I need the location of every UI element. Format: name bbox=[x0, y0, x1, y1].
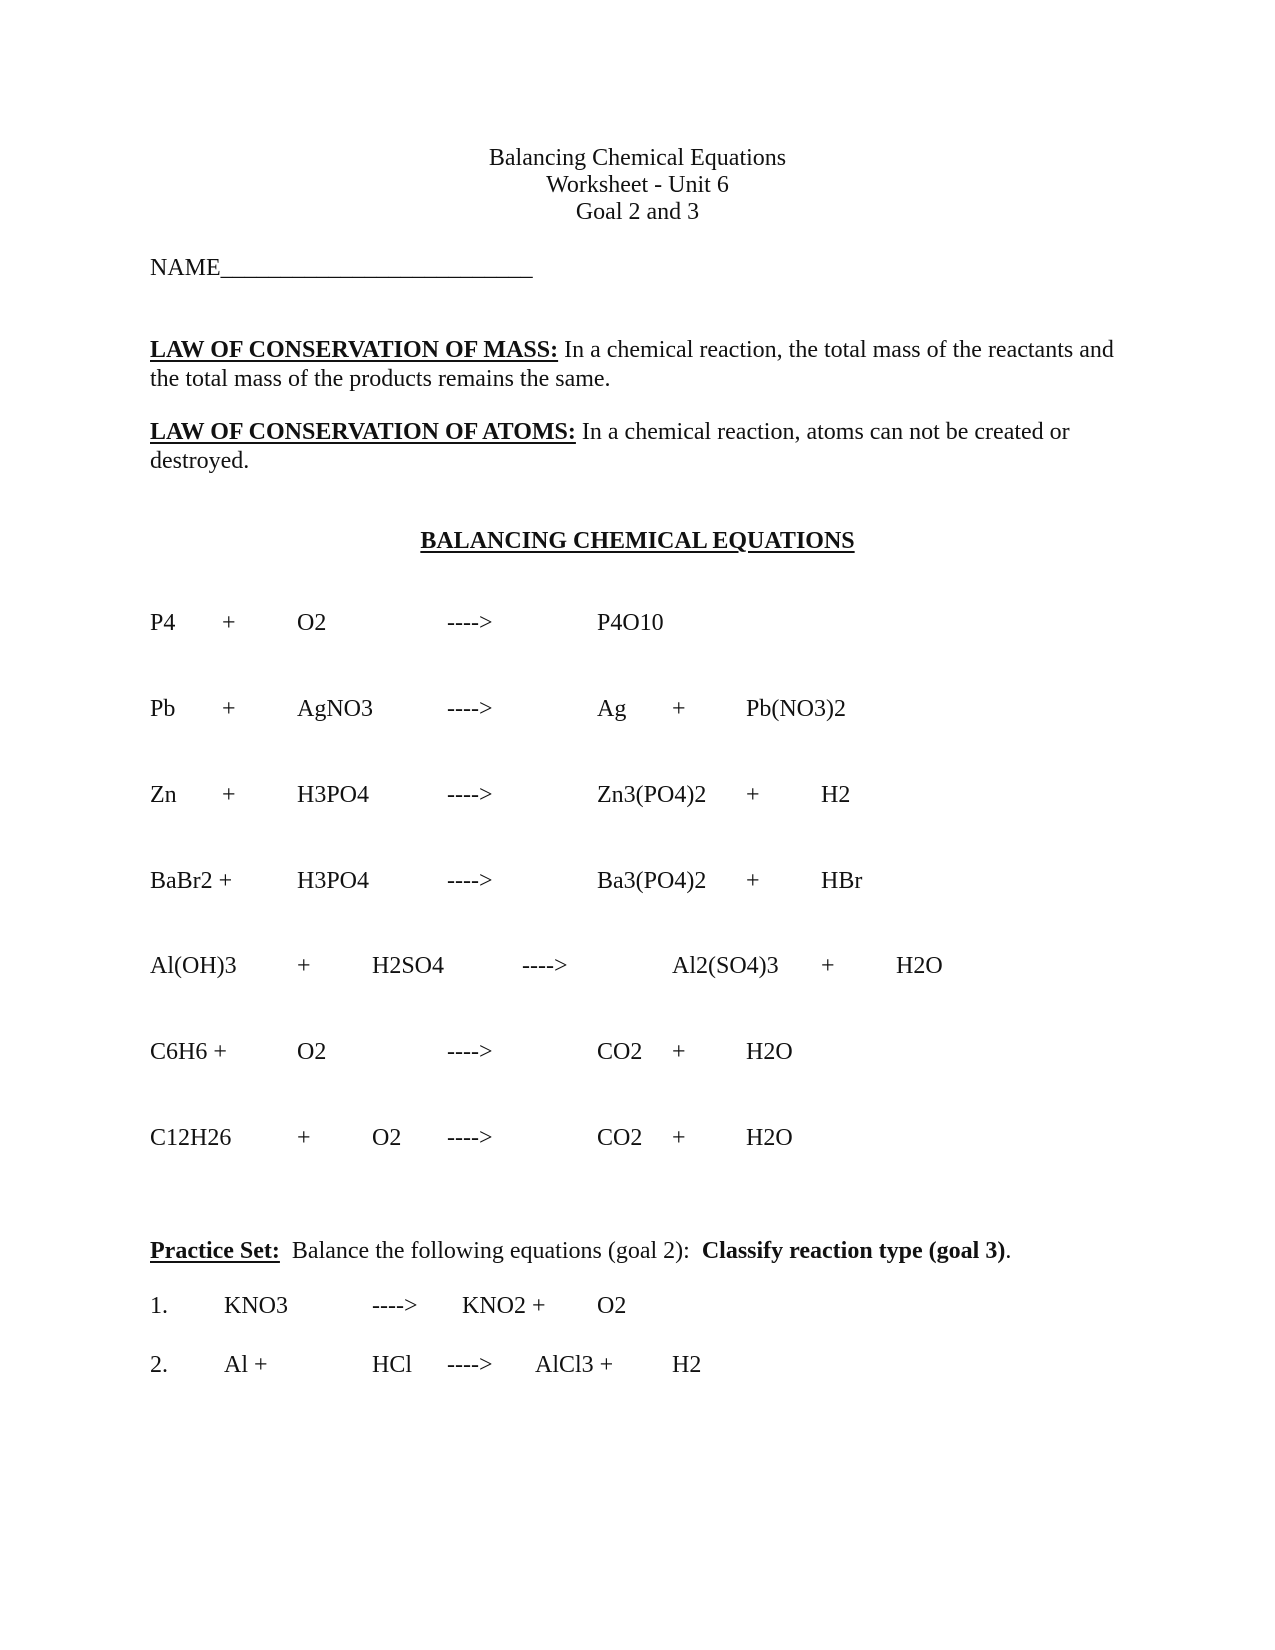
practice-2-product1: AlCl3 + bbox=[535, 1352, 614, 1378]
practice-2-arrow: ----> bbox=[447, 1352, 493, 1378]
practice-1-product2: O2 bbox=[597, 1293, 627, 1319]
eq2-term2: AgNO3 bbox=[297, 696, 373, 722]
title-line-1: Balancing Chemical Equations bbox=[488, 145, 787, 171]
eq7-product2: H2O bbox=[746, 1125, 793, 1151]
eq5-arrow: ----> bbox=[522, 953, 568, 979]
eq4-plus2: + bbox=[746, 868, 760, 894]
eq6-product1: CO2 bbox=[597, 1039, 643, 1065]
practice-text: Balance the following equations (goal 2): bbox=[279, 1238, 702, 1264]
name-field[interactable]: NAME__________________________ bbox=[150, 255, 533, 281]
title-line-2: Worksheet - Unit 6 bbox=[546, 172, 729, 198]
eq1-term2: O2 bbox=[297, 610, 327, 636]
eq2-product1: Ag bbox=[597, 696, 627, 722]
eq3-plus: + bbox=[222, 782, 236, 808]
practice-1-number: 1. bbox=[150, 1293, 168, 1319]
eq6-arrow: ----> bbox=[447, 1039, 493, 1065]
eq1-arrow: ----> bbox=[447, 610, 493, 636]
practice-1-product1: KNO2 + bbox=[462, 1293, 546, 1319]
law-atoms-text: In a chemical reaction, atoms can not be created or destroyed. bbox=[150, 419, 1070, 474]
eq2-plus2: + bbox=[672, 696, 686, 722]
practice-end: . bbox=[1005, 1238, 1012, 1264]
practice-bold-text: Classify reaction type (goal 3) bbox=[701, 1238, 1006, 1264]
eq1-product1: P4O10 bbox=[597, 610, 664, 636]
practice-label: Practice Set: bbox=[150, 1238, 280, 1264]
law-mass-paragraph bbox=[150, 336, 1130, 394]
practice-2-term1: Al + bbox=[224, 1352, 268, 1378]
eq6-term1: C6H6 + bbox=[150, 1039, 227, 1065]
eq2-arrow: ----> bbox=[447, 696, 493, 722]
eq2-term1: Pb bbox=[150, 696, 176, 722]
eq1-plus: + bbox=[222, 610, 236, 636]
eq5-plus: + bbox=[297, 953, 311, 979]
eq3-arrow: ----> bbox=[447, 782, 493, 808]
eq3-product1: Zn3(PO4)2 bbox=[597, 782, 707, 808]
practice-2-number: 2. bbox=[150, 1352, 168, 1378]
law-mass-title: LAW OF CONSERVATION OF MASS: bbox=[150, 337, 559, 363]
eq7-plus2: + bbox=[672, 1125, 686, 1151]
eq4-term1: BaBr2 + bbox=[150, 868, 233, 894]
eq6-plus2: + bbox=[672, 1039, 686, 1065]
eq3-product2: H2 bbox=[821, 782, 851, 808]
eq5-product2: H2O bbox=[896, 953, 943, 979]
eq4-arrow: ----> bbox=[447, 868, 493, 894]
eq7-plus: + bbox=[297, 1125, 311, 1151]
eq3-term1: Zn bbox=[150, 782, 177, 808]
eq6-term2: O2 bbox=[297, 1039, 327, 1065]
eq1-term1: P4 bbox=[150, 610, 176, 636]
law-atoms-paragraph bbox=[150, 418, 1130, 476]
eq6-product2: H2O bbox=[746, 1039, 793, 1065]
eq3-plus2: + bbox=[746, 782, 760, 808]
eq2-plus: + bbox=[222, 696, 236, 722]
eq7-term1: C12H26 bbox=[150, 1125, 232, 1151]
eq5-plus2: + bbox=[821, 953, 835, 979]
eq4-product2: HBr bbox=[821, 868, 863, 894]
practice-instructions bbox=[150, 1238, 1011, 1265]
eq5-term2: H2SO4 bbox=[372, 953, 445, 979]
eq3-term2: H3PO4 bbox=[297, 782, 370, 808]
practice-1-term1: KNO3 bbox=[224, 1293, 288, 1319]
eq7-arrow: ----> bbox=[447, 1125, 493, 1151]
eq5-term1: Al(OH)3 bbox=[150, 953, 237, 979]
law-mass-text: In a chemical reaction, the total mass of the reactants and the total mass of the products remains the same. bbox=[150, 337, 1114, 392]
eq5-product1: Al2(SO4)3 bbox=[672, 953, 779, 979]
practice-2-product2: H2 bbox=[672, 1352, 702, 1378]
practice-2-term2: HCl bbox=[372, 1352, 413, 1378]
law-atoms-title: LAW OF CONSERVATION OF ATOMS: bbox=[150, 419, 576, 445]
section-title: BALANCING CHEMICAL EQUATIONS bbox=[420, 528, 855, 554]
practice-1-arrow: ----> bbox=[372, 1293, 418, 1319]
eq7-product1: CO2 bbox=[597, 1125, 643, 1151]
eq7-term2: O2 bbox=[372, 1125, 402, 1151]
title-line-3: Goal 2 and 3 bbox=[575, 199, 700, 225]
eq4-product1: Ba3(PO4)2 bbox=[597, 868, 707, 894]
eq4-term2: H3PO4 bbox=[297, 868, 370, 894]
eq2-product2: Pb(NO3)2 bbox=[746, 696, 846, 722]
